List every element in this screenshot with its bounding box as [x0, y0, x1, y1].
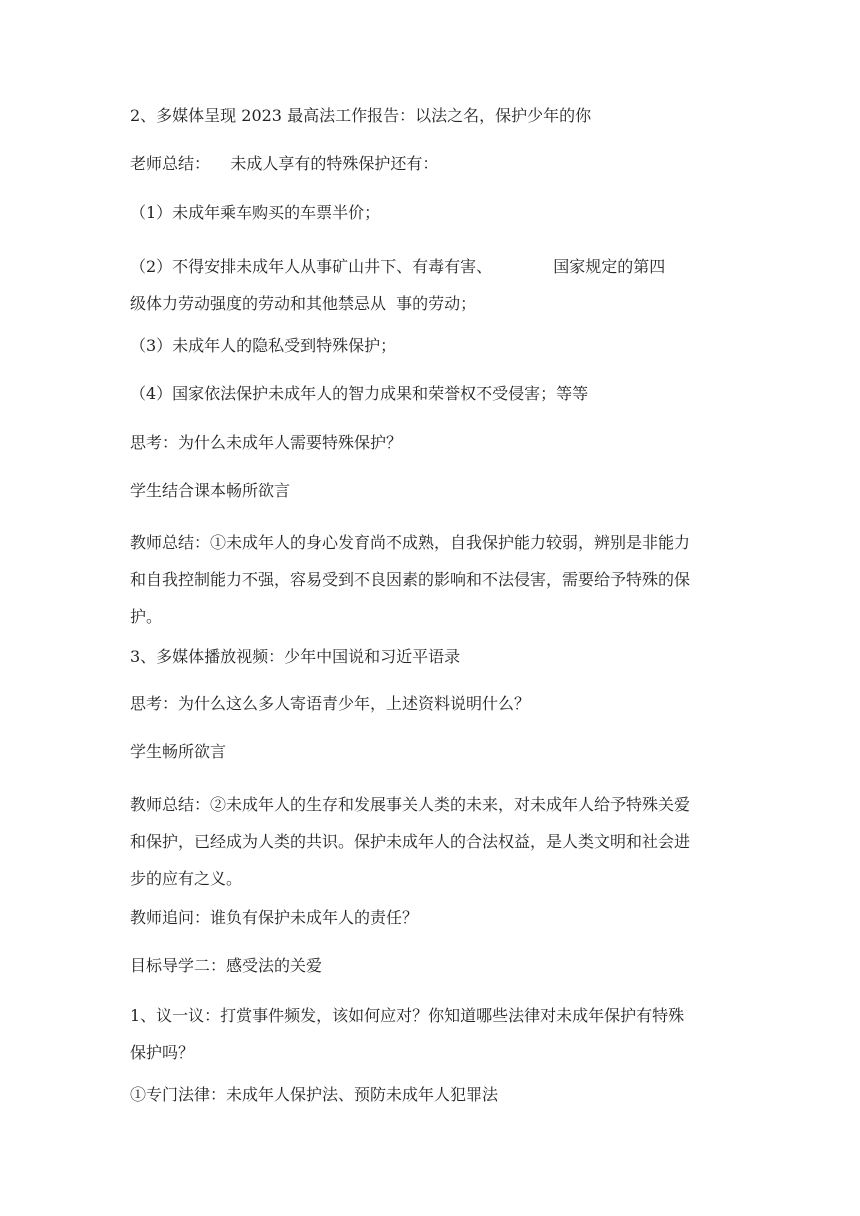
text-line: （1）未成年乘车购买的车票半价； — [130, 203, 381, 222]
text-line: 护。 — [130, 607, 163, 626]
paragraph-student-discussion — [130, 479, 740, 503]
paragraph-teacher-summary-1 — [130, 524, 740, 635]
paragraph-special-laws — [130, 1083, 740, 1107]
text-line: 级体力劳动强度的劳动和其他禁忌从 事的劳动； — [130, 294, 477, 313]
text-line: 教师追问：谁负有保护未成年人的责任？ — [130, 908, 419, 927]
paragraph-question-1 — [130, 431, 740, 455]
text-line: 和保护，已经成为人类的共识。保护未成年人的合法权益，是人类文明和社会进 — [130, 832, 691, 851]
text-line: 教师总结：②未成年人的生存和发展事关人类的未来，对未成年人给予特殊关爱 — [130, 795, 691, 814]
text-line: 思考：为什么未成年人需要特殊保护？ — [130, 433, 403, 452]
paragraph-item-3 — [130, 334, 740, 358]
text-line: 学生结合课本畅所欲言 — [130, 481, 291, 500]
paragraph-teacher-summary-2 — [130, 786, 740, 897]
paragraph-goal-heading — [130, 954, 740, 978]
text-line: （4）国家依法保护未成年人的智力成果和荣誉权不受侵害；等等 — [130, 384, 589, 403]
text-line: 和自我控制能力不强，容易受到不良因素的影响和不法侵害，需要给予特殊的保 — [130, 570, 691, 589]
text-line: ①专门法律：未成年人保护法、预防未成年人犯罪法 — [130, 1085, 499, 1104]
text-line: 老师总结： 未成人享有的特殊保护还有： — [130, 154, 439, 173]
text-line: 1、议一议：打赏事件频发，该如何应对？你知道哪些法律对未成年保护有特殊 — [130, 1006, 685, 1025]
text-line: （3）未成年人的隐私受到特殊保护； — [130, 336, 397, 355]
paragraph-question-2 — [130, 692, 740, 716]
paragraph-item-2 — [130, 248, 740, 322]
text-line: 学生畅所欲言 — [130, 742, 227, 761]
paragraph-student-discussion-2 — [130, 740, 740, 764]
text-line: 思考：为什么这么多人寄语青少年，上述资料说明什么？ — [130, 694, 531, 713]
paragraph-discussion-prompt — [130, 997, 740, 1071]
text-line: （2）不得安排未成年人从事矿山井下、有毒有害、 国家规定的第四 — [130, 257, 666, 276]
paragraph-teacher-summary-intro — [130, 152, 740, 176]
paragraph-multimedia-report — [130, 104, 740, 128]
paragraph-item-1 — [130, 201, 740, 225]
text-line: 目标导学二：感受法的关爱 — [130, 956, 323, 975]
text-line: 教师总结：①未成年人的身心发育尚不成熟，自我保护能力较弱，辨别是非能力 — [130, 533, 691, 552]
paragraph-teacher-followup — [130, 906, 740, 930]
text-line: 3、多媒体播放视频：少年中国说和习近平语录 — [130, 647, 461, 666]
text-line: 步的应有之义。 — [130, 869, 243, 888]
text-line: 保护吗？ — [130, 1043, 195, 1062]
paragraph-multimedia-video — [130, 645, 740, 669]
text-line: 2、多媒体呈现 2023 最高法工作报告：以法之名，保护少年的你 — [130, 106, 592, 125]
paragraph-item-4 — [130, 382, 740, 406]
